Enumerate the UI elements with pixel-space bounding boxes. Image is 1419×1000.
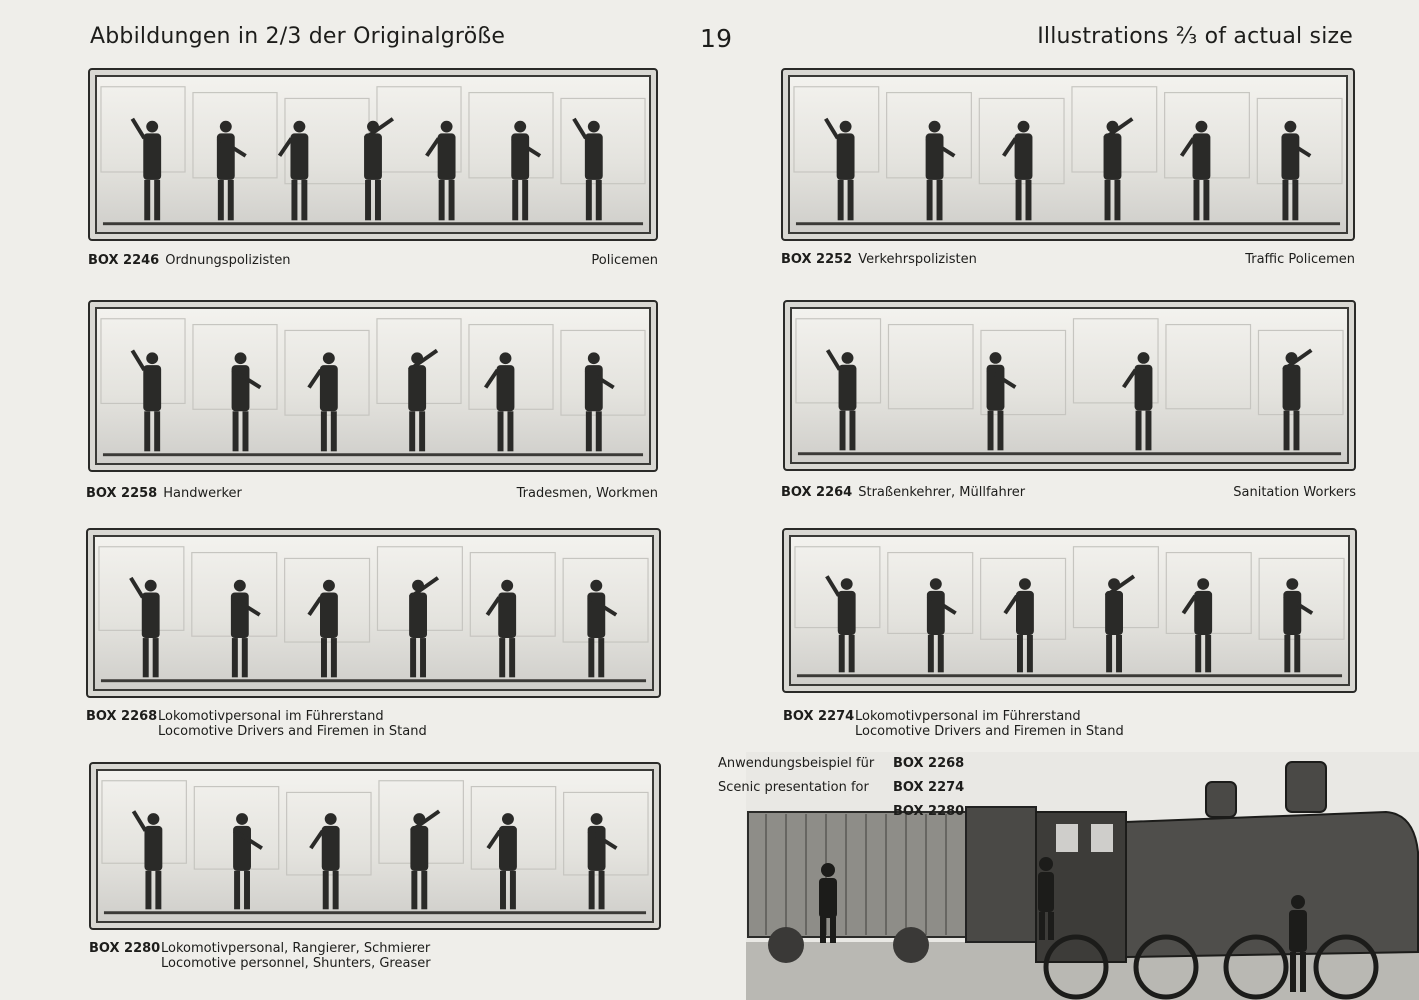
- figure-scene: [790, 77, 1346, 232]
- panel-box-2274: [782, 528, 1357, 693]
- english-title: Locomotive personnel, Shunters, Greaser: [161, 956, 431, 971]
- figure: [409, 578, 438, 677]
- figure: [132, 350, 161, 451]
- figure: [486, 352, 515, 451]
- panel-box-2280: [89, 762, 661, 930]
- box-number: BOX 2274: [783, 709, 855, 724]
- scenic-box: BOX 2268: [893, 756, 965, 771]
- box-number: BOX 2258: [86, 486, 158, 501]
- figure: [134, 811, 163, 909]
- figure: [311, 813, 340, 909]
- english-title: Tradesmen, Workmen: [516, 486, 658, 501]
- figure: [364, 119, 393, 221]
- figure-scene: [97, 77, 649, 232]
- figure: [1004, 121, 1033, 221]
- caption-box-2258: [86, 486, 658, 501]
- figure: [131, 578, 160, 677]
- box-number: BOX 2280: [89, 941, 161, 956]
- scenic-english-label: Scenic presentation for: [718, 780, 869, 795]
- figure: [427, 121, 456, 221]
- german-title: Lokomotivpersonal im Führerstand: [158, 709, 384, 724]
- german-title: Ordnungspolizisten: [165, 253, 291, 268]
- panel-box-2252: [781, 68, 1355, 241]
- figure-scene: [95, 537, 652, 689]
- german-title: Lokomotivpersonal im Führerstand: [855, 709, 1081, 724]
- figure: [1182, 121, 1211, 221]
- english-title: Locomotive Drivers and Firemen in Stand: [158, 724, 427, 739]
- panel-box-2258: [88, 300, 658, 472]
- figure: [487, 580, 516, 678]
- figure: [217, 121, 246, 221]
- figure: [309, 352, 338, 451]
- scenic-presentation: [718, 752, 964, 824]
- figure: [827, 576, 856, 672]
- caption-box-2268: [86, 709, 427, 739]
- figure: [1281, 121, 1310, 221]
- caption-box-2264: [781, 485, 1356, 500]
- figure: [1104, 119, 1133, 221]
- english-title: Sanitation Workers: [1233, 485, 1356, 500]
- page-number: 19: [700, 24, 733, 53]
- figure-scene: [98, 771, 652, 921]
- figure: [585, 352, 614, 451]
- figure-scene: [791, 537, 1348, 684]
- scenic-box: BOX 2280: [893, 804, 965, 819]
- figure-base: [798, 452, 1341, 455]
- box-number: BOX 2264: [781, 485, 853, 500]
- figure: [408, 350, 437, 451]
- figure-scene: [792, 309, 1347, 462]
- german-title: Verkehrspolizisten: [858, 252, 977, 267]
- figure: [132, 119, 161, 221]
- figure: [588, 813, 617, 909]
- figure-base: [797, 674, 1342, 677]
- figure-scene: [97, 309, 649, 463]
- figure: [309, 580, 338, 678]
- figure: [574, 119, 603, 221]
- caption-box-2252: [781, 252, 1355, 267]
- figure-base: [101, 679, 646, 682]
- figure: [1283, 578, 1312, 672]
- german-title: Lokomotivpersonal, Rangierer, Schmierer: [161, 941, 431, 956]
- figure: [233, 813, 262, 909]
- figure: [987, 352, 1016, 450]
- figure: [231, 580, 260, 678]
- german-title: Handwerker: [163, 486, 242, 501]
- scenic-box: BOX 2274: [893, 780, 965, 795]
- caption-box-2246: [88, 253, 658, 268]
- caption-box-2274: [783, 709, 1124, 739]
- figure: [232, 352, 261, 451]
- figure: [410, 811, 439, 909]
- english-title: Policemen: [591, 253, 658, 268]
- figure: [826, 119, 855, 221]
- caption-box-2280: [89, 941, 431, 971]
- figure: [828, 350, 857, 450]
- box-number: BOX 2268: [86, 709, 158, 724]
- figure-base: [103, 453, 643, 456]
- panel-box-2246: [88, 68, 658, 241]
- figure: [280, 121, 309, 221]
- figure-base: [796, 222, 1340, 225]
- figure-base: [103, 222, 643, 225]
- figure-base: [104, 911, 646, 914]
- figure: [511, 121, 540, 221]
- figure: [926, 121, 955, 221]
- panel-box-2264: [783, 300, 1356, 471]
- figure: [927, 578, 956, 672]
- figure: [488, 813, 517, 909]
- english-title: Traffic Policemen: [1245, 252, 1355, 267]
- german-title: Straßenkehrer, Müllfahrer: [858, 485, 1026, 500]
- figure: [1105, 576, 1134, 672]
- figure: [1124, 352, 1153, 450]
- figure: [1283, 350, 1312, 450]
- english-title: Locomotive Drivers and Firemen in Stand: [855, 724, 1124, 739]
- figure: [1183, 578, 1212, 672]
- header-right-title: Illustrations ⅔ of actual size: [1037, 24, 1353, 49]
- header-left-title: Abbildungen in 2/3 der Originalgröße: [90, 24, 506, 49]
- figure: [1005, 578, 1034, 672]
- box-number: BOX 2246: [88, 253, 160, 268]
- panel-box-2268: [86, 528, 661, 698]
- figure: [587, 580, 616, 678]
- box-number: BOX 2252: [781, 252, 853, 267]
- scenic-german-label: Anwendungsbeispiel für: [718, 756, 875, 771]
